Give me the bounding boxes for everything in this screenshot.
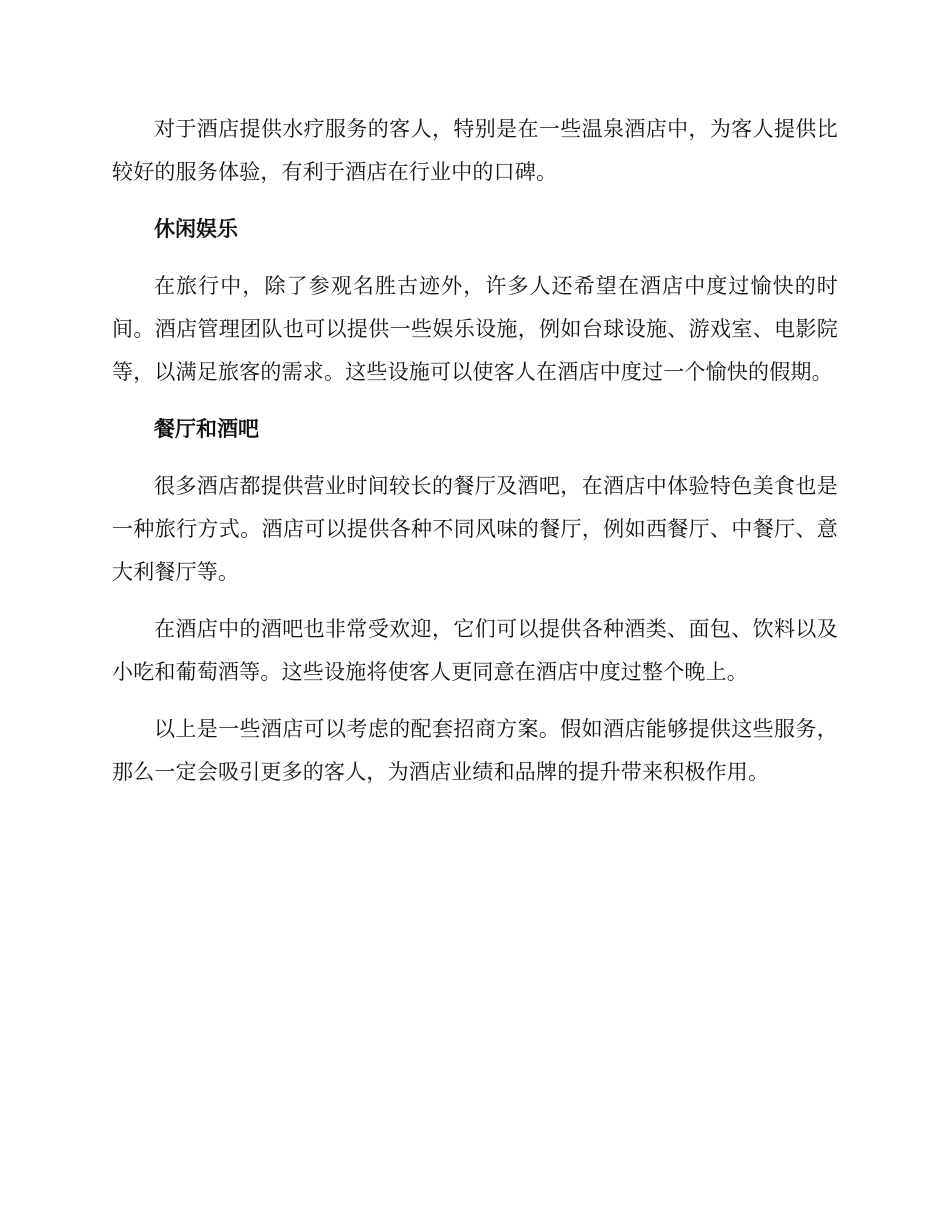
paragraph-spa-service: 对于酒店提供水疗服务的客人，特别是在一些温泉酒店中，为客人提供比较好的服务体验，有利于酒店在行业中的口碑。 — [112, 117, 838, 184]
paragraph-leisure: 在旅行中，除了参观名胜古迹外，许多人还希望在酒店中度过愉快的时间。酒店管理团队也可以提供一些娱乐设施，例如台球设施、游戏室、电影院等，以满足旅客的需求。这些设施可以使客人在酒店中度过一个愉快的假期。 — [112, 274, 838, 384]
section-heading-restaurant-bar: 餐厅和酒吧 — [154, 417, 259, 441]
section-heading-leisure: 休闲娱乐 — [154, 217, 238, 241]
paragraph-restaurant: 很多酒店都提供营业时间较长的餐厅及酒吧，在酒店中体验特色美食也是一种旅行方式。酒店可以提供各种不同风味的餐厅，例如西餐厅、中餐厅、意大利餐厅等。 — [112, 474, 838, 584]
paragraph-conclusion: 以上是一些酒店可以考虑的配套招商方案。假如酒店能够提供这些服务，那么一定会吸引更多的客人，为酒店业绩和品牌的提升带来积极作用。 — [112, 717, 838, 784]
paragraph-bar: 在酒店中的酒吧也非常受欢迎，它们可以提供各种酒类、面包、饮料以及小吃和葡萄酒等。这些设施将使客人更同意在酒店中度过整个晚上。 — [112, 617, 838, 684]
